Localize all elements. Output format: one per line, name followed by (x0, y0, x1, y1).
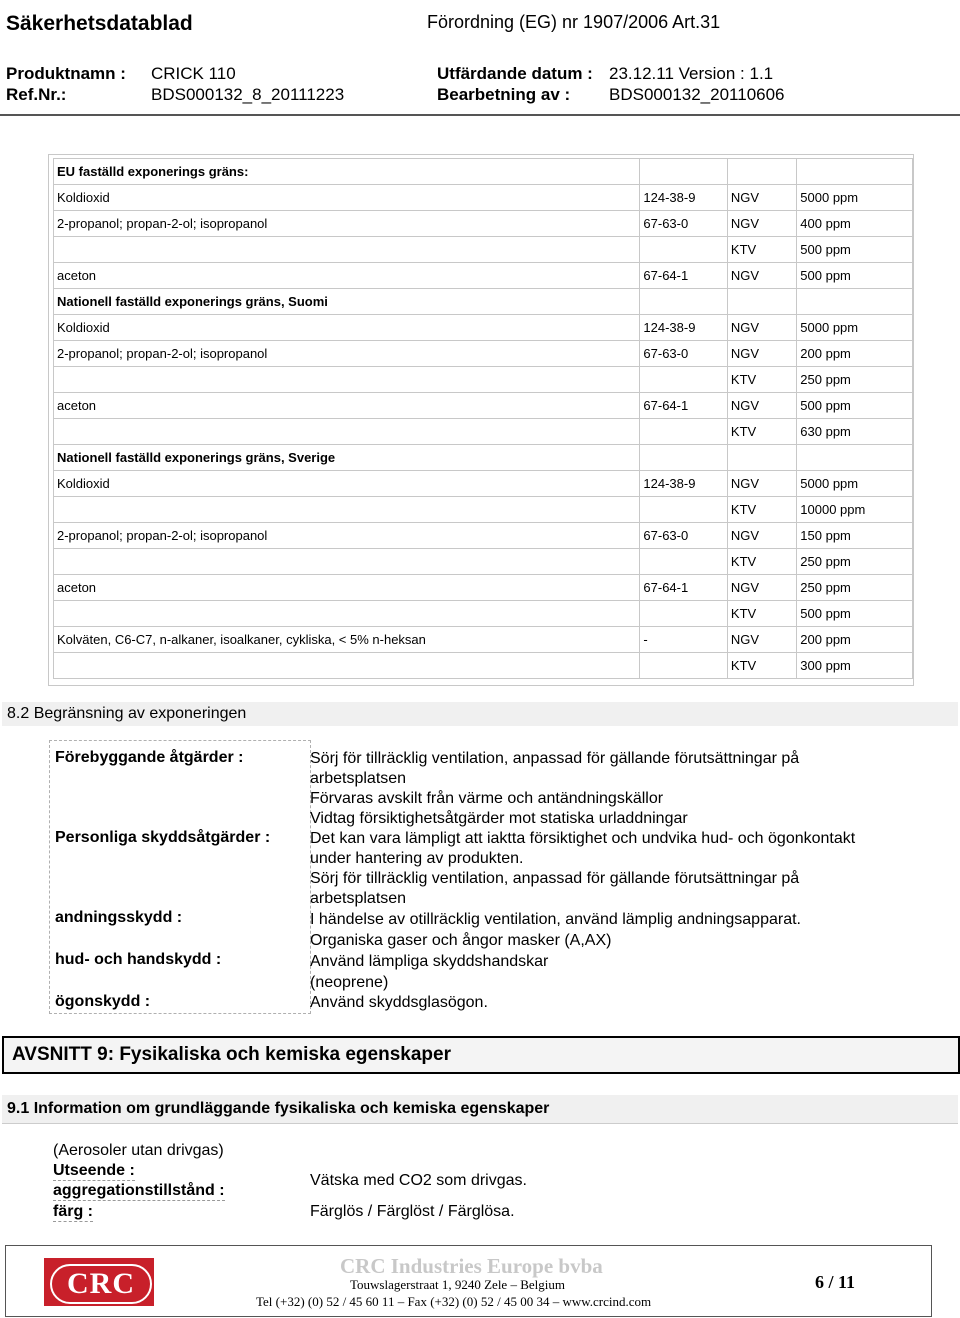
table-cell: NGV (727, 315, 796, 341)
section-9-1-title: 9.1 Information om grundläggande fysikaliska och kemiska egenskaper (7, 1100, 550, 1117)
table-cell: 10000 ppm (797, 497, 913, 523)
table-row (54, 471, 913, 497)
text-line: I händelse av otillräcklig ventilation, använd lämplig andningsapparat. (310, 911, 801, 928)
table-row (54, 601, 913, 627)
text-line: arbetsplatsen (310, 890, 407, 907)
table-row (54, 393, 913, 419)
table-cell: KTV (727, 419, 796, 445)
issue-date-value: 23.12.11 Version : 1.1 (609, 64, 774, 83)
table-cell (640, 237, 728, 263)
text-line: under hantering av produkten. (310, 850, 524, 867)
revision-label: Bearbetning av : (437, 85, 571, 104)
table-cell: 250 ppm (797, 549, 913, 575)
issue-date-label: Utfärdande datum : (437, 64, 593, 83)
table-cell: aceton (54, 263, 640, 289)
aggregation-state-value: Vätska med CO2 som drivgas. (310, 1172, 527, 1189)
company-name: CRC Industries Europe bvba (340, 1254, 603, 1278)
table-cell: KTV (727, 549, 796, 575)
table-cell (797, 445, 913, 471)
table-cell: KTV (727, 237, 796, 263)
table-cell (640, 497, 728, 523)
text-line: Använd lämpliga skyddshandskar (310, 953, 549, 970)
section-9-title: AVSNITT 9: Fysikaliska och kemiska egenskaper (12, 1044, 451, 1065)
eye-protection-text (310, 993, 488, 1013)
table-cell: 630 ppm (797, 419, 913, 445)
personal-protection-text (310, 829, 855, 909)
table-cell (640, 367, 728, 393)
table-row (54, 419, 913, 445)
table-cell: 400 ppm (797, 211, 913, 237)
table-cell: KTV (727, 367, 796, 393)
appearance-label: Utseende : (53, 1162, 135, 1179)
table-cell: aceton (54, 393, 640, 419)
text-line: Förvaras avskilt från värme och antändningskällor (310, 790, 664, 807)
table-cell (54, 367, 640, 393)
hand-protection-label: hud- och handskydd : (55, 951, 222, 968)
header-divider (0, 114, 960, 116)
table-cell: 124-38-9 (640, 471, 728, 497)
table-cell: 67-63-0 (640, 523, 728, 549)
respiratory-text (310, 909, 801, 951)
table-cell: NGV (727, 263, 796, 289)
table-row (54, 315, 913, 341)
table-cell (640, 445, 728, 471)
table-cell: 150 ppm (797, 523, 913, 549)
table-cell (54, 419, 640, 445)
eye-protection-label: ögonskydd : (55, 993, 151, 1010)
table-cell: 500 ppm (797, 263, 913, 289)
table-cell (640, 159, 728, 185)
text-line: Det kan vara lämpligt att iaktta försiktighet och undvika hud- och ögonkontakt (310, 830, 856, 847)
table-cell: 5000 ppm (797, 471, 913, 497)
table-cell: 67-64-1 (640, 393, 728, 419)
table-row (54, 497, 913, 523)
table-row (54, 367, 913, 393)
table-cell: Koldioxid (54, 315, 640, 341)
table-cell: Nationell faställd exponerings gräns, Sverige (54, 445, 640, 471)
table-cell (640, 289, 728, 315)
aerosol-note: (Aerosoler utan drivgas) (53, 1142, 224, 1159)
preventive-text (310, 749, 799, 829)
table-cell: 2-propanol; propan-2-ol; isopropanol (54, 341, 640, 367)
text-line: (neoprene) (310, 974, 389, 991)
table-cell: 5000 ppm (797, 315, 913, 341)
table-cell (797, 159, 913, 185)
table-cell: KTV (727, 601, 796, 627)
table-cell (54, 497, 640, 523)
table-cell (54, 549, 640, 575)
exposure-limits-table (53, 158, 913, 679)
aggregation-state-label: aggregationstillstånd : (53, 1182, 225, 1199)
document-title: Säkerhetsdatablad (6, 12, 193, 35)
text-line: Sörj för tillräcklig ventilation, anpassad för gällande förutsättningar på (310, 750, 800, 767)
table-cell: 67-63-0 (640, 211, 728, 237)
table-cell: NGV (727, 211, 796, 237)
table-cell: NGV (727, 185, 796, 211)
company-address: Touwslagerstraat 1, 9240 Zele – Belgium (350, 1277, 565, 1292)
table-cell: Nationell faställd exponerings gräns, Suomi (54, 289, 640, 315)
table-cell (54, 601, 640, 627)
table-cell: 500 ppm (797, 601, 913, 627)
table-row (54, 575, 913, 601)
table-cell (54, 653, 640, 679)
section-8-2-header (2, 702, 958, 726)
table-cell: 124-38-9 (640, 185, 728, 211)
text-line: arbetsplatsen (310, 770, 407, 787)
table-row (54, 237, 913, 263)
table-cell (54, 237, 640, 263)
ref-value: BDS000132_8_20111223 (151, 85, 345, 104)
table-subheading-row (54, 289, 913, 315)
company-contact: Tel (+32) (0) 52 / 45 60 11 – Fax (+32) (0) 52 / 45 00 34 – www.crcind.com (256, 1294, 652, 1309)
table-cell: 300 ppm (797, 653, 913, 679)
table-cell: 200 ppm (797, 341, 913, 367)
table-cell: 2-propanol; propan-2-ol; isopropanol (54, 211, 640, 237)
table-subheading-row (54, 445, 913, 471)
ref-label: Ref.Nr.: (6, 85, 67, 104)
table-cell: - (640, 627, 728, 653)
table-row (54, 185, 913, 211)
table-cell: KTV (727, 653, 796, 679)
page-number: 6 / 11 (815, 1272, 856, 1292)
section-9-1-header (2, 1095, 958, 1124)
table-cell: 500 ppm (797, 393, 913, 419)
table-cell: KTV (727, 497, 796, 523)
logo-oval (50, 1264, 152, 1304)
table-cell (727, 159, 796, 185)
table-cell (727, 445, 796, 471)
color-value: Färglös / Färglöst / Färglösa. (310, 1203, 515, 1220)
table-cell: 67-64-1 (640, 575, 728, 601)
table-row (54, 653, 913, 679)
table-cell: 67-63-0 (640, 341, 728, 367)
table-cell: Koldioxid (54, 471, 640, 497)
table-cell: NGV (727, 341, 796, 367)
preventive-label: Förebyggande åtgärder : (55, 749, 244, 766)
table-cell: 200 ppm (797, 627, 913, 653)
table-cell: 67-64-1 (640, 263, 728, 289)
table-cell: Kolväten, C6-C7, n-alkaner, isoalkaner, cykliska, < 5% n-heksan (54, 627, 640, 653)
product-label: Produktnamn : (6, 64, 126, 83)
product-value: CRICK 110 (151, 64, 236, 83)
protection-labels-box (49, 740, 311, 1014)
table-cell (640, 419, 728, 445)
table-cell (640, 601, 728, 627)
table-cell: 2-propanol; propan-2-ol; isopropanol (54, 523, 640, 549)
hand-protection-text (310, 951, 548, 993)
logo-text: CRC (67, 1267, 135, 1300)
table-cell: Koldioxid (54, 185, 640, 211)
regulation-reference: Förordning (EG) nr 1907/2006 Art.31 (427, 12, 721, 32)
table-row (54, 341, 913, 367)
table-subheading-row (54, 159, 913, 185)
crc-logo (44, 1258, 154, 1306)
table-cell (640, 653, 728, 679)
table-cell: NGV (727, 471, 796, 497)
table-cell: NGV (727, 575, 796, 601)
table-cell: 250 ppm (797, 367, 913, 393)
table-cell: NGV (727, 393, 796, 419)
table-cell: 5000 ppm (797, 185, 913, 211)
table-cell (640, 549, 728, 575)
table-cell (797, 289, 913, 315)
personal-protection-label: Personliga skyddsåtgärder : (55, 829, 271, 846)
table-cell: 500 ppm (797, 237, 913, 263)
respiratory-label: andningsskydd : (55, 909, 183, 926)
table-cell: NGV (727, 627, 796, 653)
table-row (54, 627, 913, 653)
table-row (54, 523, 913, 549)
table-row (54, 549, 913, 575)
table-cell: aceton (54, 575, 640, 601)
table-cell: EU faställd exponerings gräns: (54, 159, 640, 185)
table-cell: NGV (727, 523, 796, 549)
text-line: Organiska gaser och ångor masker (A,AX) (310, 932, 612, 949)
color-label: färg : (53, 1203, 93, 1220)
table-cell: 250 ppm (797, 575, 913, 601)
table-cell: 124-38-9 (640, 315, 728, 341)
table-cell (727, 289, 796, 315)
table-row (54, 211, 913, 237)
text-line: Använd skyddsglasögon. (310, 994, 488, 1011)
revision-value: BDS000132_20110606 (609, 85, 785, 104)
table-row (54, 263, 913, 289)
section-9-header (2, 1036, 960, 1074)
text-line: Sörj för tillräcklig ventilation, anpassad för gällande förutsättningar på (310, 870, 800, 887)
text-line: Vidtag försiktighetsåtgärder mot statiska urladdningar (310, 810, 688, 827)
section-8-2-title: 8.2 Begränsning av exponeringen (7, 705, 247, 722)
